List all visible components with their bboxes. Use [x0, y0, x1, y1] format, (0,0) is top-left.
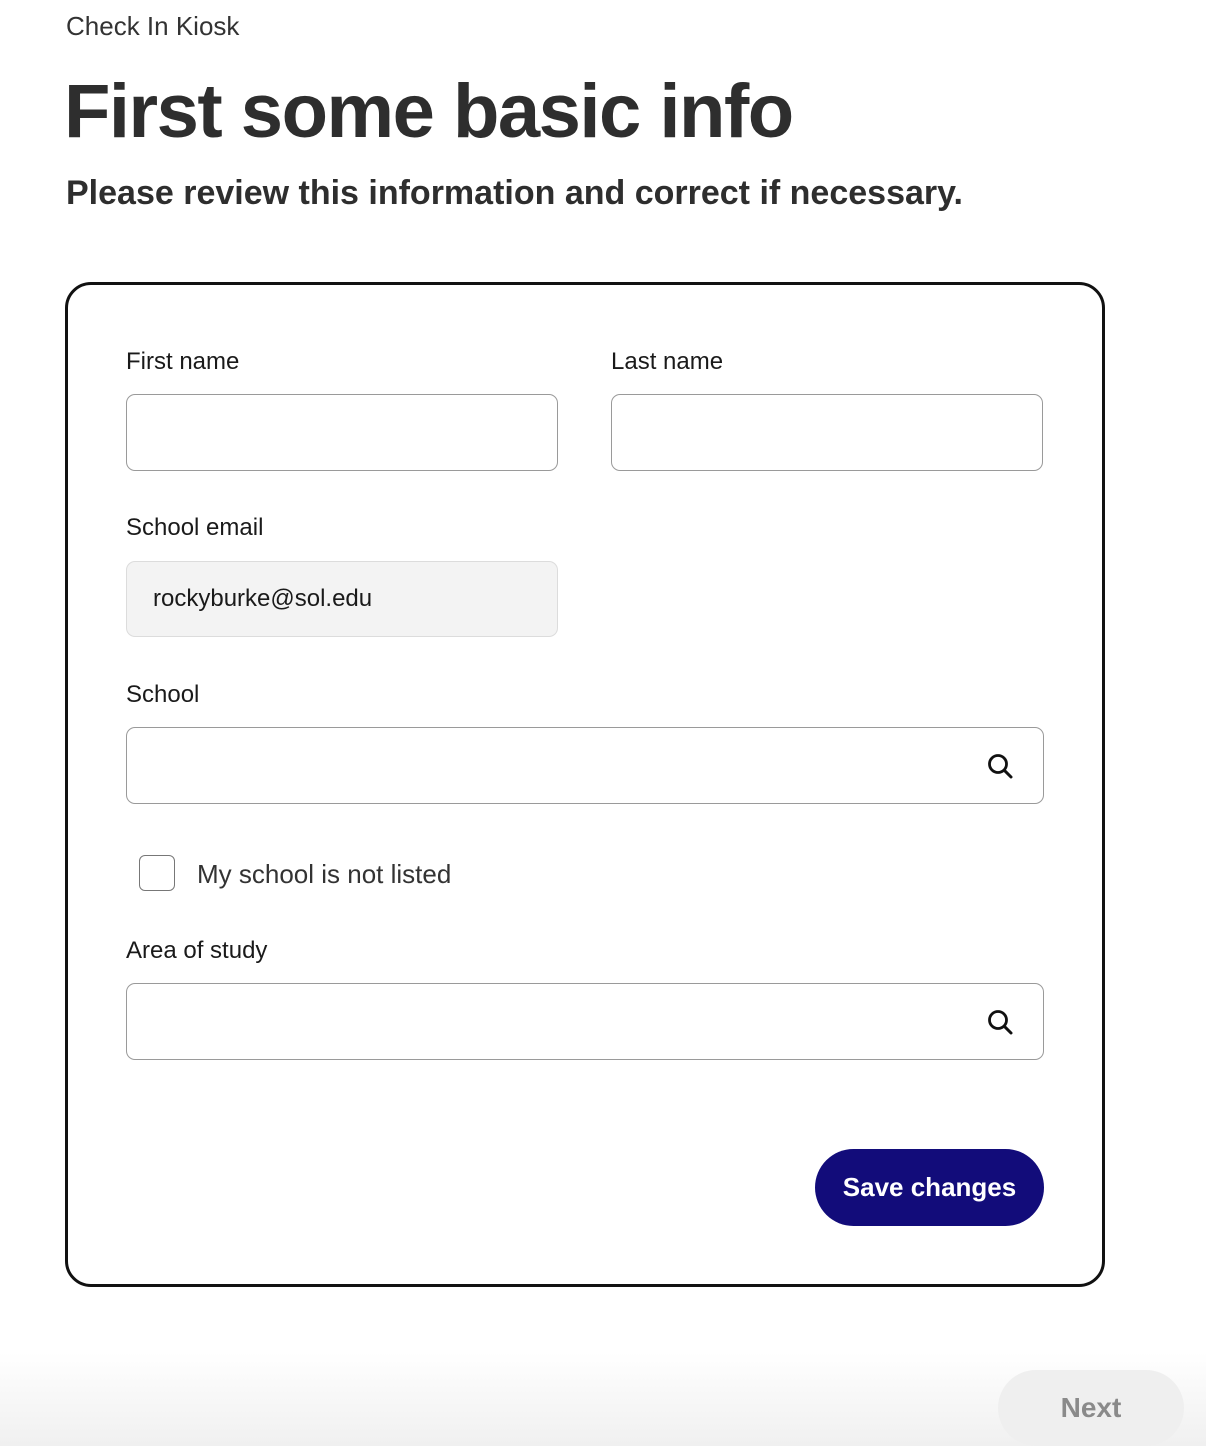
school-label: School — [126, 681, 200, 708]
first-name-input[interactable] — [126, 394, 558, 471]
school-not-listed-label[interactable]: My school is not listed — [197, 859, 452, 889]
page-title: First some basic info — [64, 69, 793, 154]
school-not-listed-checkbox[interactable] — [139, 855, 175, 891]
first-name-label: First name — [126, 348, 240, 375]
page-subtitle: Please review this information and correct if necessary. — [66, 174, 963, 212]
school-email-field — [126, 561, 558, 637]
last-name-label: Last name — [611, 348, 724, 375]
school-search-input[interactable] — [126, 727, 1044, 804]
basic-info-form-card — [65, 282, 1105, 1287]
next-button[interactable]: Next — [998, 1370, 1184, 1446]
last-name-input[interactable] — [611, 394, 1043, 471]
area-of-study-label: Area of study — [126, 937, 268, 964]
save-changes-button[interactable]: Save changes — [815, 1149, 1044, 1226]
area-of-study-search-input[interactable] — [126, 983, 1044, 1060]
school-email-label: School email — [126, 514, 264, 541]
search-icon[interactable] — [986, 1008, 1014, 1036]
app-title: Check In Kiosk — [66, 11, 240, 41]
search-icon[interactable] — [986, 752, 1014, 780]
